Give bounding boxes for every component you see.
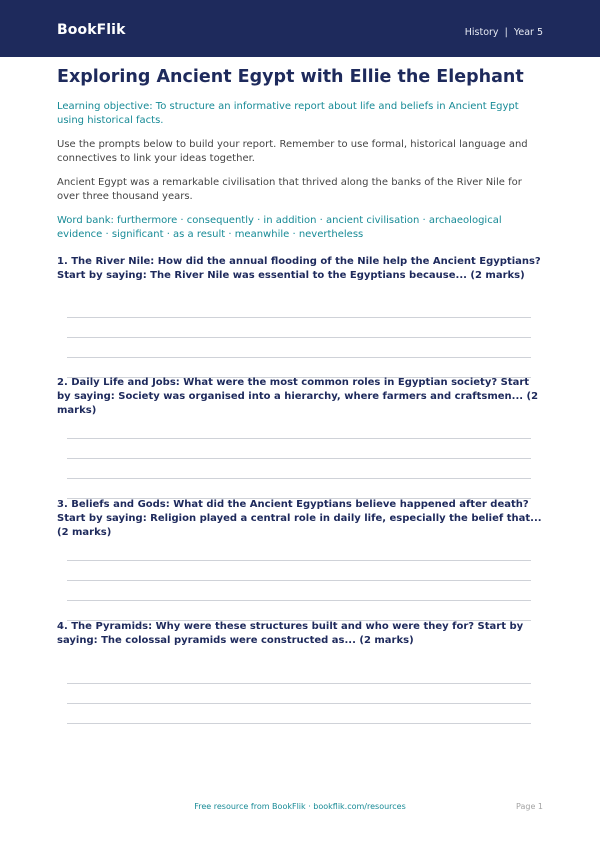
learning-objective: Learning objective: To structure an informative report about life and beliefs in Ancient Egypt using historical facts. bbox=[57, 101, 519, 126]
writing-line[interactable] bbox=[67, 317, 531, 318]
writing-line[interactable] bbox=[67, 560, 531, 561]
worksheet-content bbox=[57, 66, 543, 242]
question-4: 4. The Pyramids: Why were these structures built and who were they for? Start by saying: The colossal pyramids were constructed as... (2 marks) bbox=[57, 621, 524, 646]
answer-lines-4[interactable] bbox=[67, 683, 531, 743]
writing-line[interactable] bbox=[67, 703, 531, 704]
writing-line[interactable] bbox=[67, 683, 531, 684]
writing-line[interactable] bbox=[67, 458, 531, 459]
subject-label: History bbox=[464, 27, 499, 38]
separator: | bbox=[504, 27, 508, 38]
subject-year-label bbox=[465, 27, 543, 38]
question-2: 2. Daily Life and Jobs: What were the most common roles in Egyptian society? Start by saying: Society was organised into a hierarchy, where farmers and craftsmen... (2 marks) bbox=[57, 377, 539, 416]
writing-line[interactable] bbox=[67, 337, 531, 338]
writing-line[interactable] bbox=[67, 600, 531, 601]
header-bar bbox=[0, 0, 600, 57]
writing-line[interactable] bbox=[67, 723, 531, 724]
page-title: Exploring Ancient Egypt with Ellie the Elephant bbox=[57, 67, 524, 87]
page-number: Page 1 bbox=[516, 802, 543, 811]
question-1: 1. The River Nile: How did the annual flooding of the Nile help the Ancient Egyptians? Start by saying: The River Nile was essential to the Egyptians because... (2 marks) bbox=[57, 256, 541, 281]
writing-line[interactable] bbox=[67, 580, 531, 581]
word-bank: Word bank: furthermore · consequently · in addition · ancient civilisation · archaeological evidence · significant · as a result · meanwhile · nevertheless bbox=[57, 215, 502, 240]
intro-text: Ancient Egypt was a remarkable civilisation that thrived along the banks of the River Nile for over three thousand years. bbox=[57, 177, 522, 202]
footer-resource-link[interactable]: Free resource from BookFlik · bookflik.com/resources bbox=[194, 802, 406, 811]
brand-logo-text: BookFlik bbox=[57, 22, 126, 38]
year-label: Year 5 bbox=[513, 27, 543, 38]
question-3: 3. Beliefs and Gods: What did the Ancient Egyptians believe happened after death? Start by saying: Religion played a central role in daily life, especially the belief that... (2 marks) bbox=[57, 499, 542, 538]
instructions-text: Use the prompts below to build your report. Remember to use formal, historical language and connectives to link your ideas together. bbox=[57, 139, 528, 164]
writing-line[interactable] bbox=[67, 478, 531, 479]
writing-line[interactable] bbox=[67, 357, 531, 358]
writing-line[interactable] bbox=[67, 438, 531, 439]
